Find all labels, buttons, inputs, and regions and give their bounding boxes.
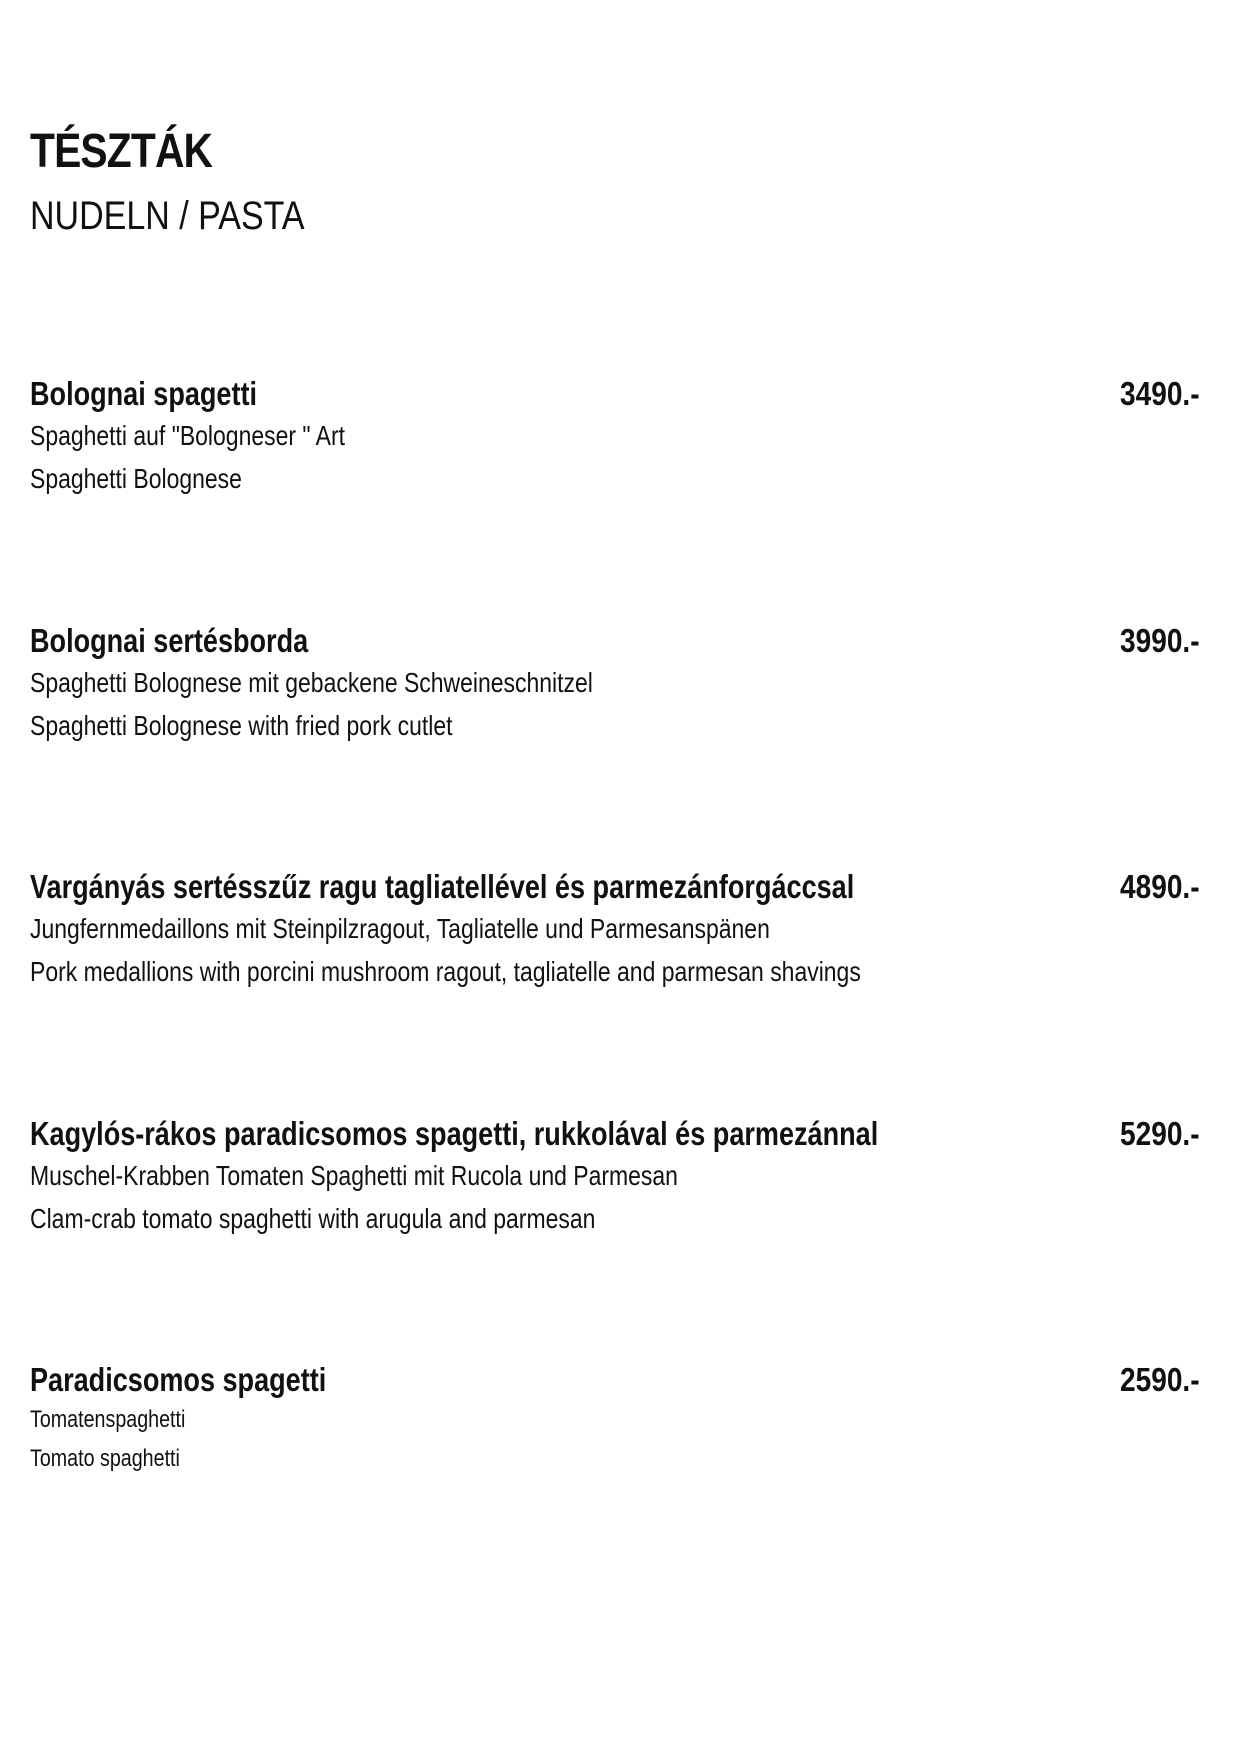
menu-item-desc-de: Spaghetti Bolognese mit gebackene Schweineschnitzel [30,667,593,698]
menu-item [30,1114,1210,1240]
menu-item-header [30,1114,1210,1154]
menu-item-desc-en: Spaghetti Bolognese [30,463,242,494]
menu-item-desc-de: Jungfernmedaillons mit Steinpilzragout, Tagliatelle und Parmesanspänen [30,913,770,944]
menu-item-desc-de: Tomatenspaghetti [30,1406,186,1433]
menu-item-price: 4890.- [1120,868,1200,905]
menu-item-header [30,1360,1210,1400]
page-title: TÉSZTÁK [30,125,213,178]
menu-item [30,867,1210,993]
menu-item-price: 3990.- [1120,622,1200,659]
menu-item-header [30,621,1210,661]
menu-item-header [30,374,1210,414]
menu-item-name: Bolognai spagetti [30,375,258,412]
menu-item-desc-en: Spaghetti Bolognese with fried pork cutlet [30,710,453,741]
menu-item-name: Bolognai sertésborda [30,622,309,659]
menu-item-name: Paradicsomos spagetti [30,1361,327,1398]
menu-item-desc-de: Spaghetti auf "Bologneser " Art [30,420,345,451]
menu-item [30,1360,1210,1478]
menu-item [30,374,1210,500]
menu-item-desc-de: Muschel-Krabben Tomaten Spaghetti mit Rucola und Parmesan [30,1160,678,1191]
menu-item-header [30,867,1210,907]
menu-header [30,125,353,238]
menu-item-desc-en: Pork medallions with porcini mushroom ragout, tagliatelle and parmesan shavings [30,956,861,987]
menu-item-price: 2590.- [1120,1361,1200,1398]
menu-item [30,621,1210,747]
menu-item-price: 3490.- [1120,375,1200,412]
menu-item-name: Kagylós-rákos paradicsomos spagetti, rukkolával és parmezánnal [30,1115,879,1152]
menu-item-name: Vargányás sertésszűz ragu tagliatellével és parmezánforgáccsal [30,868,855,905]
menu-item-price: 5290.- [1120,1115,1200,1152]
menu-item-desc-en: Clam-crab tomato spaghetti with arugula and parmesan [30,1203,596,1234]
page-subtitle: NUDELN / PASTA [30,194,305,238]
menu-item-desc-en: Tomato spaghetti [30,1445,180,1472]
